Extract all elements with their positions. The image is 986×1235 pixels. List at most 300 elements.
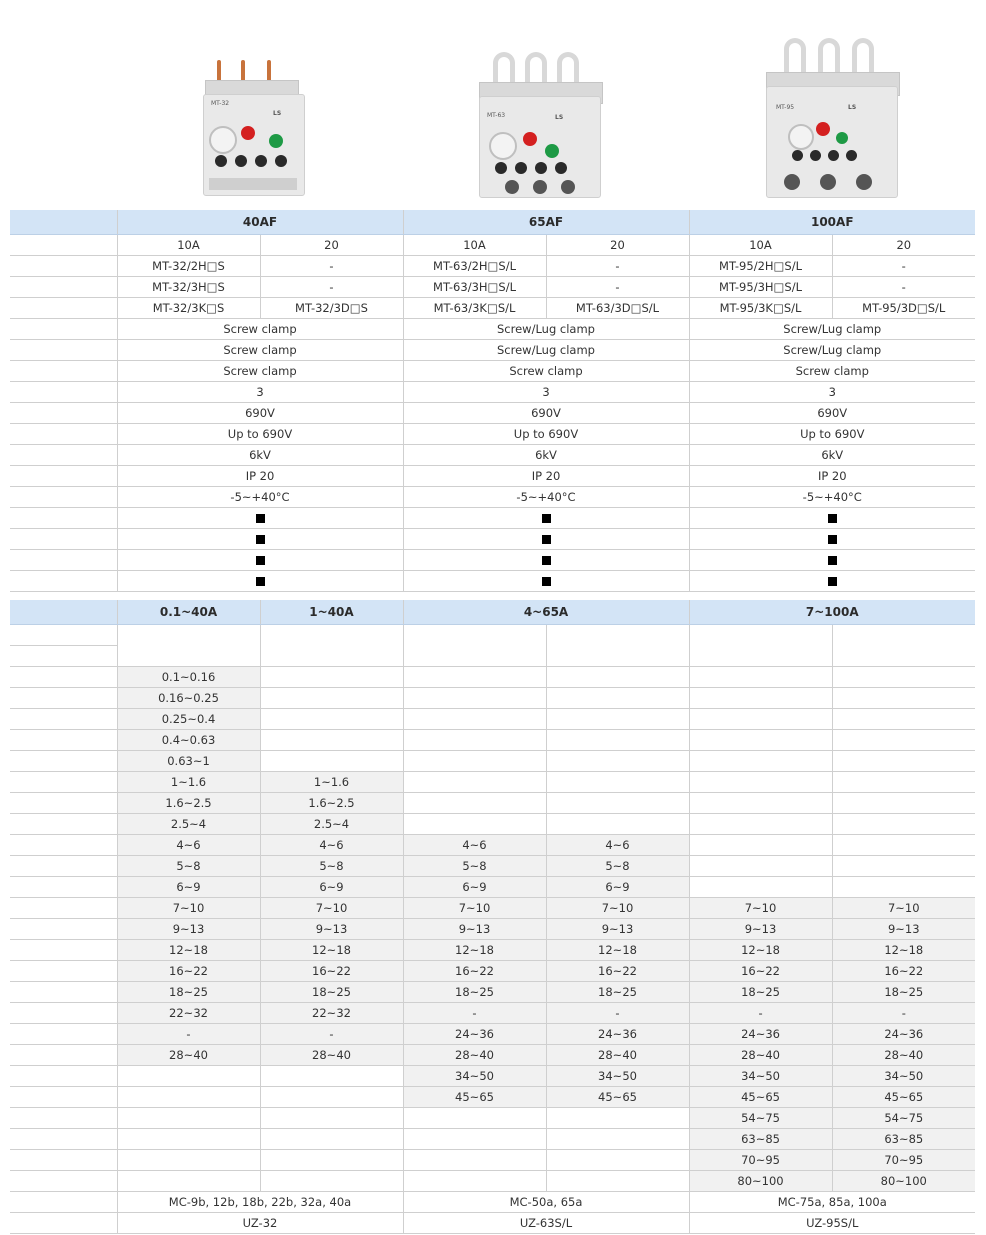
range-cell	[403, 751, 546, 772]
range-cell: 9~13	[832, 919, 975, 940]
range-cell	[403, 709, 546, 730]
range-cell: -	[546, 1003, 689, 1024]
unit-cell: UZ-32	[117, 1213, 403, 1234]
spec-value: IP 20	[403, 466, 689, 487]
model-cell: MT-63/3D□S/L	[546, 298, 689, 319]
range-cell: 54~75	[832, 1108, 975, 1129]
rating-cell: 10A	[403, 235, 546, 256]
model-cell: MT-32/2H□S	[117, 256, 260, 277]
range-footer	[10, 1192, 975, 1234]
contactor-cell: MC-9b, 12b, 18b, 22b, 32a, 40a	[117, 1192, 403, 1213]
check-mark	[542, 577, 551, 586]
row-label-cell	[10, 1192, 117, 1213]
range-cell: 34~50	[832, 1066, 975, 1087]
range-cell: 6~9	[117, 877, 260, 898]
range-cell: 28~40	[689, 1045, 832, 1066]
spec-row	[10, 319, 975, 340]
range-cell: 24~36	[546, 1024, 689, 1045]
range-cell: 7~10	[546, 898, 689, 919]
range-cell	[403, 688, 546, 709]
range-cell	[689, 877, 832, 898]
range-cell: -	[117, 1024, 260, 1045]
range-cell	[832, 730, 975, 751]
spec-row	[10, 487, 975, 508]
row-label-cell	[10, 646, 117, 667]
range-cell: 18~25	[689, 982, 832, 1003]
model-row	[10, 298, 975, 319]
mt-63-relay-image	[475, 52, 605, 197]
range-cell	[546, 667, 689, 688]
range-cell	[689, 709, 832, 730]
spec-value: -5~+40°C	[403, 487, 689, 508]
range-cell	[689, 835, 832, 856]
range-cell: 2.5~4	[117, 814, 260, 835]
row-label-cell	[10, 487, 117, 508]
spec-value: Up to 690V	[689, 424, 975, 445]
range-cell	[403, 730, 546, 751]
spec-value: Up to 690V	[403, 424, 689, 445]
spec-value: 3	[403, 382, 689, 403]
range-cell	[117, 1108, 260, 1129]
range-cell	[546, 709, 689, 730]
brand-logo: LS	[848, 104, 857, 111]
range-cell	[689, 814, 832, 835]
range-cell: 6~9	[546, 877, 689, 898]
range-cell	[546, 1171, 689, 1192]
spec-row	[10, 424, 975, 445]
range-cell	[832, 751, 975, 772]
range-cell: 80~100	[689, 1171, 832, 1192]
check-cell	[403, 550, 689, 571]
range-cell: 4~6	[403, 835, 546, 856]
range-cell: 9~13	[546, 919, 689, 940]
spec-value: Screw clamp	[403, 361, 689, 382]
range-cell	[117, 1087, 260, 1108]
row-label-cell	[10, 1213, 117, 1234]
range-cell	[832, 709, 975, 730]
spec-value: Up to 690V	[117, 424, 403, 445]
range-cell: 5~8	[546, 856, 689, 877]
row-label-cell	[10, 508, 117, 529]
range-cell: 28~40	[403, 1045, 546, 1066]
relay-model-label: MT-63	[487, 112, 506, 119]
row-label-cell	[10, 709, 117, 730]
range-cell: 16~22	[403, 961, 546, 982]
row-label-cell	[10, 919, 117, 940]
relay-model-label: MT-95	[776, 104, 795, 111]
range-cell	[403, 793, 546, 814]
range-cell	[546, 1150, 689, 1171]
row-label-cell	[10, 361, 117, 382]
range-cell: 4~6	[117, 835, 260, 856]
range-cell: 5~8	[260, 856, 403, 877]
range-cell	[546, 751, 689, 772]
spec-value: Screw clamp	[689, 361, 975, 382]
range-cell	[832, 667, 975, 688]
row-label-cell	[10, 256, 117, 277]
spec-row	[10, 382, 975, 403]
rating-cell: 20	[832, 235, 975, 256]
check-mark	[256, 535, 265, 544]
range-cell	[260, 751, 403, 772]
check-mark	[828, 556, 837, 565]
range-cell	[403, 667, 546, 688]
range-cell: 7~10	[117, 898, 260, 919]
row-label-cell	[10, 751, 117, 772]
model-cell: MT-95/2H□S/L	[689, 256, 832, 277]
row-label-cell	[10, 1150, 117, 1171]
blank-cell	[403, 625, 546, 667]
range-cell: 1~1.6	[260, 772, 403, 793]
range-cell	[403, 772, 546, 793]
model-cell: -	[832, 256, 975, 277]
model-cell: MT-32/3H□S	[117, 277, 260, 298]
check-mark	[542, 556, 551, 565]
range-cell	[403, 1129, 546, 1150]
range-rows	[10, 667, 975, 1192]
range-cell: 0.25~0.4	[117, 709, 260, 730]
range-cell: 18~25	[832, 982, 975, 1003]
check-mark	[828, 514, 837, 523]
frame-header: 65AF	[403, 210, 689, 235]
range-cell: 9~13	[260, 919, 403, 940]
range-cell: 18~25	[117, 982, 260, 1003]
range-row	[10, 793, 975, 814]
spec-value: Screw/Lug clamp	[689, 319, 975, 340]
row-label-cell	[10, 835, 117, 856]
row-label-cell	[10, 382, 117, 403]
row-label-cell	[10, 529, 117, 550]
range-row	[10, 835, 975, 856]
feature-row	[10, 550, 975, 571]
row-label-cell	[10, 424, 117, 445]
check-mark	[542, 514, 551, 523]
spec-value: Screw clamp	[117, 340, 403, 361]
range-row	[10, 751, 975, 772]
frame-header-row	[10, 210, 975, 235]
range-row	[10, 940, 975, 961]
row-label-cell	[10, 856, 117, 877]
range-cell: 54~75	[689, 1108, 832, 1129]
range-cell: 0.63~1	[117, 751, 260, 772]
row-label-cell	[10, 1087, 117, 1108]
range-cell: 28~40	[832, 1045, 975, 1066]
spec-value: 690V	[689, 403, 975, 424]
range-cell	[117, 1171, 260, 1192]
row-label-cell	[10, 445, 117, 466]
check-cell	[117, 550, 403, 571]
row-label-cell	[10, 235, 117, 256]
unit-cell: UZ-63S/L	[403, 1213, 689, 1234]
specification-table	[10, 210, 975, 592]
mt-95-relay-image	[762, 38, 902, 198]
range-cell	[689, 856, 832, 877]
row-label-cell	[10, 1171, 117, 1192]
row-label-cell	[10, 625, 117, 646]
range-cell: 34~50	[403, 1066, 546, 1087]
check-mark	[828, 535, 837, 544]
blank-row	[10, 625, 975, 646]
range-cell	[546, 814, 689, 835]
range-cell: 9~13	[117, 919, 260, 940]
range-cell: 1.6~2.5	[117, 793, 260, 814]
spec-value: IP 20	[117, 466, 403, 487]
range-cell	[689, 772, 832, 793]
range-cell: -	[832, 1003, 975, 1024]
spec-value: Screw clamp	[117, 319, 403, 340]
model-cell: -	[546, 256, 689, 277]
range-cell	[546, 688, 689, 709]
range-cell: 7~10	[260, 898, 403, 919]
range-row	[10, 919, 975, 940]
range-cell	[260, 709, 403, 730]
spec-value: 690V	[117, 403, 403, 424]
range-row	[10, 961, 975, 982]
model-cell: MT-95/3K□S/L	[689, 298, 832, 319]
spec-value: 3	[689, 382, 975, 403]
model-cell: MT-32/3D□S	[260, 298, 403, 319]
model-cell: MT-63/3K□S/L	[403, 298, 546, 319]
frame-header: 40AF	[117, 210, 403, 235]
row-label-cell	[10, 877, 117, 898]
feature-row	[10, 571, 975, 592]
range-cell	[403, 1108, 546, 1129]
contactor-cell: MC-75a, 85a, 100a	[689, 1192, 975, 1213]
range-cell: 16~22	[832, 961, 975, 982]
mt-32-relay-image	[195, 60, 315, 195]
rating-cell: 10A	[689, 235, 832, 256]
range-cell	[832, 835, 975, 856]
model-cell: MT-95/3H□S/L	[689, 277, 832, 298]
blank-cell	[117, 625, 260, 667]
check-cell	[689, 508, 975, 529]
range-row	[10, 1024, 975, 1045]
range-cell: 24~36	[832, 1024, 975, 1045]
range-cell	[260, 1066, 403, 1087]
range-cell: 0.16~0.25	[117, 688, 260, 709]
check-cell	[689, 550, 975, 571]
row-label-cell	[10, 1003, 117, 1024]
range-cell: 7~10	[832, 898, 975, 919]
range-cell	[546, 730, 689, 751]
range-cell	[832, 856, 975, 877]
range-cell: 12~18	[260, 940, 403, 961]
range-row	[10, 982, 975, 1003]
range-cell: 28~40	[546, 1045, 689, 1066]
spec-value: 690V	[403, 403, 689, 424]
range-cell	[689, 730, 832, 751]
range-row	[10, 709, 975, 730]
range-cell: 1~1.6	[117, 772, 260, 793]
spec-row	[10, 340, 975, 361]
range-cell: 24~36	[689, 1024, 832, 1045]
check-cell	[117, 508, 403, 529]
range-cell: -	[689, 1003, 832, 1024]
range-cell	[689, 751, 832, 772]
range-cell: 9~13	[403, 919, 546, 940]
range-cell: 63~85	[689, 1129, 832, 1150]
row-label-cell	[10, 550, 117, 571]
range-cell: 80~100	[832, 1171, 975, 1192]
row-label-cell	[10, 210, 117, 235]
range-cell: 16~22	[546, 961, 689, 982]
range-cell: 22~32	[260, 1003, 403, 1024]
model-cell: MT-63/3H□S/L	[403, 277, 546, 298]
row-label-cell	[10, 571, 117, 592]
range-cell	[689, 793, 832, 814]
check-cell	[403, 571, 689, 592]
rating-cell: 10A	[117, 235, 260, 256]
spec-value: 3	[117, 382, 403, 403]
range-cell: 45~65	[546, 1087, 689, 1108]
range-cell: 22~32	[117, 1003, 260, 1024]
range-cell: 12~18	[117, 940, 260, 961]
range-cell: 70~95	[689, 1150, 832, 1171]
range-cell	[546, 793, 689, 814]
feature-row	[10, 508, 975, 529]
range-cell: 12~18	[689, 940, 832, 961]
check-mark	[256, 514, 265, 523]
model-cell: -	[546, 277, 689, 298]
blank-cell	[689, 625, 832, 667]
range-cell	[546, 1108, 689, 1129]
range-cell: 7~10	[689, 898, 832, 919]
range-row	[10, 1087, 975, 1108]
range-header-row	[10, 600, 975, 625]
row-label-cell	[10, 319, 117, 340]
spec-value: -5~+40°C	[117, 487, 403, 508]
range-cell	[689, 688, 832, 709]
range-cell	[260, 1150, 403, 1171]
range-header: 7~100A	[689, 600, 975, 625]
range-cell: 18~25	[260, 982, 403, 1003]
range-cell	[403, 1150, 546, 1171]
range-row	[10, 1129, 975, 1150]
row-label-cell	[10, 814, 117, 835]
range-cell: 12~18	[832, 940, 975, 961]
range-header: 1~40A	[260, 600, 403, 625]
blank-cell	[832, 625, 975, 667]
brand-logo: LS	[555, 114, 564, 121]
check-cell	[117, 571, 403, 592]
row-label-cell	[10, 940, 117, 961]
rating-cell: 20	[546, 235, 689, 256]
range-cell	[260, 730, 403, 751]
range-cell: 45~65	[832, 1087, 975, 1108]
range-header: 4~65A	[403, 600, 689, 625]
spec-value: -5~+40°C	[689, 487, 975, 508]
row-label-cell	[10, 1129, 117, 1150]
spec-rows	[10, 319, 975, 508]
range-cell	[260, 1087, 403, 1108]
row-label-cell	[10, 793, 117, 814]
range-cell	[832, 688, 975, 709]
range-cell	[117, 1129, 260, 1150]
row-label-cell	[10, 961, 117, 982]
spec-row	[10, 403, 975, 424]
model-row	[10, 256, 975, 277]
spec-value: IP 20	[689, 466, 975, 487]
spec-value: Screw/Lug clamp	[403, 340, 689, 361]
check-mark	[256, 556, 265, 565]
row-label-cell	[10, 772, 117, 793]
range-row	[10, 1150, 975, 1171]
range-cell: 12~18	[403, 940, 546, 961]
row-label-cell	[10, 688, 117, 709]
range-row	[10, 1171, 975, 1192]
model-row	[10, 277, 975, 298]
model-cell: MT-95/3D□S/L	[832, 298, 975, 319]
range-cell	[260, 1129, 403, 1150]
range-cell: 63~85	[832, 1129, 975, 1150]
check-cell	[403, 508, 689, 529]
range-cell: 16~22	[117, 961, 260, 982]
range-cell: 0.4~0.63	[117, 730, 260, 751]
contactor-row	[10, 1192, 975, 1213]
blank-cell	[260, 625, 403, 667]
range-cell: 4~6	[546, 835, 689, 856]
range-row	[10, 898, 975, 919]
range-row	[10, 877, 975, 898]
contactor-cell: MC-50a, 65a	[403, 1192, 689, 1213]
range-cell	[117, 1066, 260, 1087]
row-label-cell	[10, 898, 117, 919]
check-rows	[10, 508, 975, 592]
range-cell: 0.1~0.16	[117, 667, 260, 688]
range-cell	[117, 1150, 260, 1171]
spec-row	[10, 361, 975, 382]
spec-value: Screw/Lug clamp	[403, 319, 689, 340]
range-cell	[832, 877, 975, 898]
range-cell	[260, 1108, 403, 1129]
rating-row	[10, 235, 975, 256]
range-cell: 18~25	[546, 982, 689, 1003]
range-row	[10, 1045, 975, 1066]
spec-value: 6kV	[689, 445, 975, 466]
range-cell: 7~10	[403, 898, 546, 919]
row-label-cell	[10, 403, 117, 424]
row-label-cell	[10, 982, 117, 1003]
range-cell: 2.5~4	[260, 814, 403, 835]
range-cell: 34~50	[546, 1066, 689, 1087]
range-cell	[689, 667, 832, 688]
range-row	[10, 688, 975, 709]
range-cell	[260, 688, 403, 709]
row-label-cell	[10, 466, 117, 487]
model-cell: MT-32/3K□S	[117, 298, 260, 319]
row-label-cell	[10, 1045, 117, 1066]
range-cell	[832, 814, 975, 835]
range-cell: 34~50	[689, 1066, 832, 1087]
row-label-cell	[10, 1108, 117, 1129]
spec-value: 6kV	[403, 445, 689, 466]
range-cell: 45~65	[689, 1087, 832, 1108]
model-cell: -	[832, 277, 975, 298]
range-cell: -	[403, 1003, 546, 1024]
range-cell	[832, 793, 975, 814]
row-label-cell	[10, 1066, 117, 1087]
range-cell: 70~95	[832, 1150, 975, 1171]
rating-cell: 20	[260, 235, 403, 256]
relay-model-label: MT-32	[211, 100, 230, 107]
range-cell: 9~13	[689, 919, 832, 940]
range-cell	[260, 1171, 403, 1192]
row-label-cell	[10, 600, 117, 625]
model-cell: -	[260, 277, 403, 298]
range-cell	[832, 772, 975, 793]
range-cell: 5~8	[117, 856, 260, 877]
row-label-cell	[10, 277, 117, 298]
